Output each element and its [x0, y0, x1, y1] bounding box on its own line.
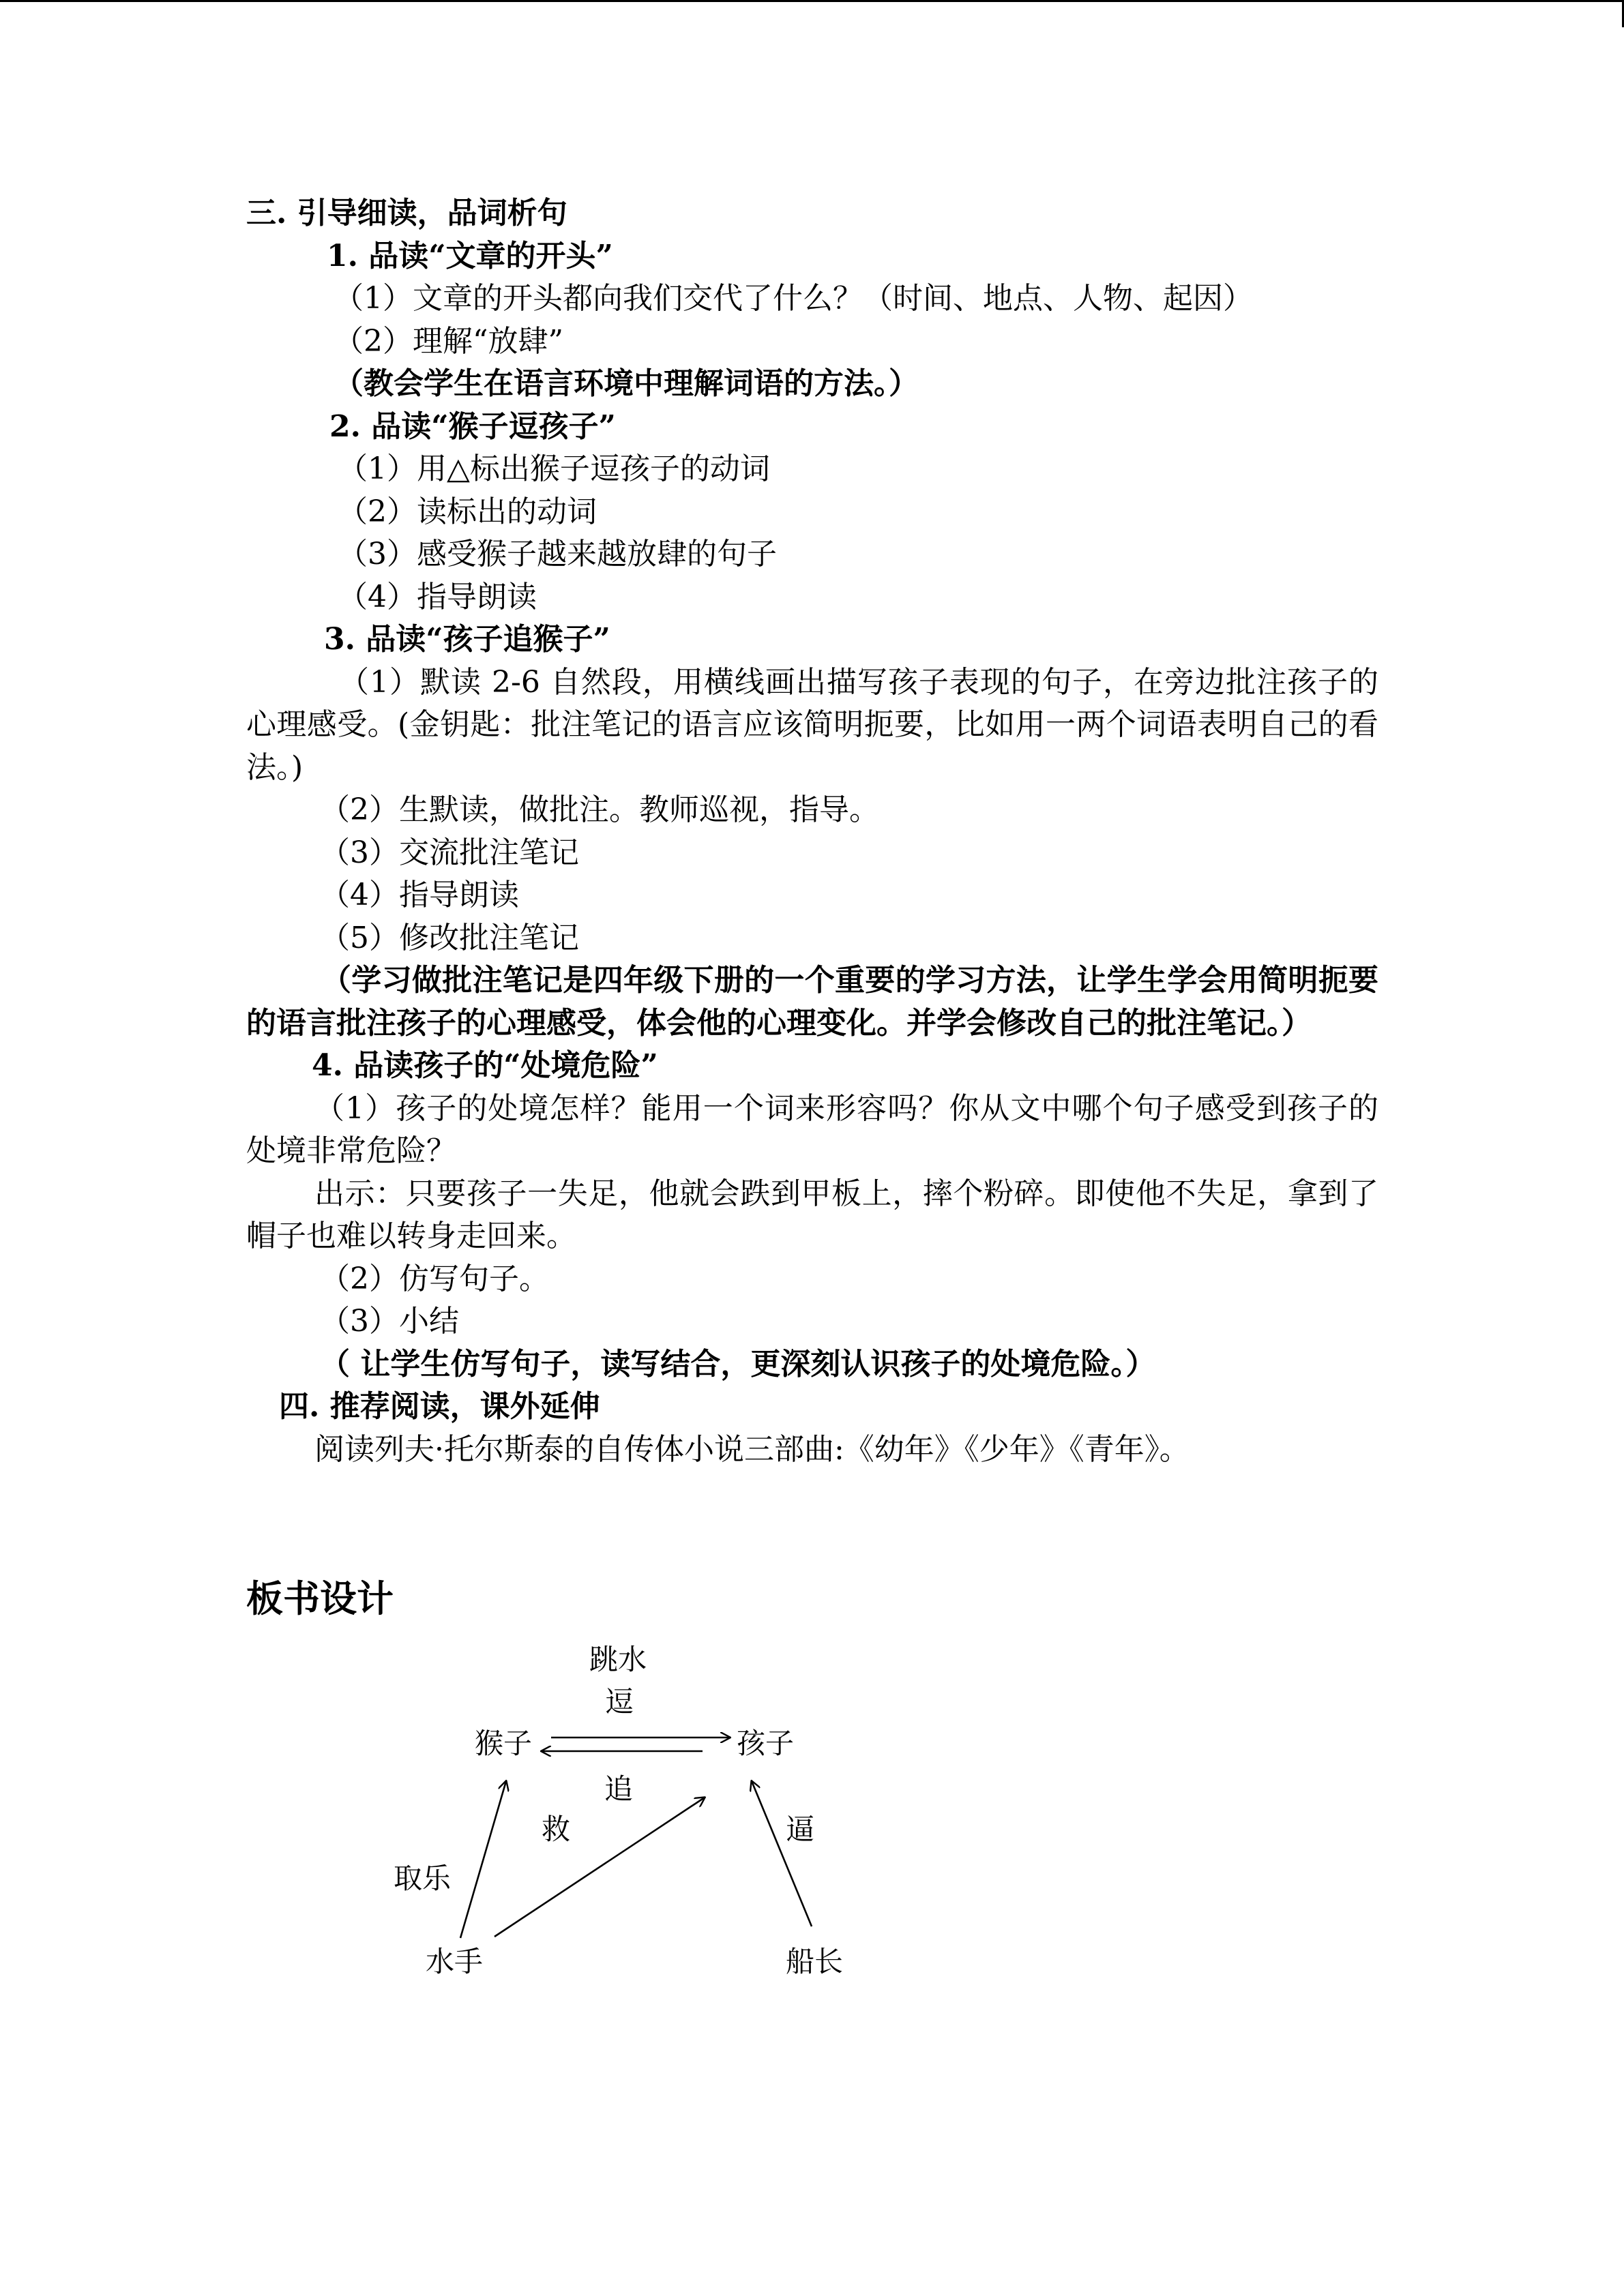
part4-note: （ 让学生仿写句子，读写结合，更深刻认识孩子的处境危险。）	[320, 1346, 1156, 1382]
label-monkey: 猴子	[475, 1727, 533, 1760]
part1-note: （教会学生在语言环境中理解词语的方法。）	[334, 366, 919, 401]
save-arrow	[494, 1798, 705, 1937]
part3-title: 3. 品读“孩子追猴子”	[324, 622, 610, 657]
part3-item-2: （2）生默读，做批注。教师巡视，指导。	[320, 792, 879, 827]
board-design-title: 板书设计	[246, 1577, 394, 1620]
part3-item-3: （3）交流批注笔记	[320, 835, 579, 870]
part4-item-2: （2）仿写句子。	[320, 1261, 549, 1296]
part1-title: 1. 品读“文章的开头”	[327, 238, 613, 273]
label-sailors: 水手	[426, 1945, 484, 1978]
force-arrow	[752, 1781, 815, 1926]
lesson-plan-body	[246, 192, 1378, 1471]
fun-arrow	[460, 1781, 506, 1938]
label-captain: 船长	[786, 1945, 844, 1978]
part2-item-2: （2）读标出的动词	[338, 494, 597, 529]
board-diagram	[368, 1637, 914, 1991]
label-jump: 跳水	[589, 1643, 647, 1676]
board-diagram-arrows	[368, 1637, 914, 1991]
part2-item-1: （1）用△标出猴子逗孩子的动词	[338, 451, 770, 486]
label-chase: 追	[604, 1772, 634, 1806]
label-fun: 取乐	[394, 1862, 452, 1895]
label-force: 逼	[786, 1813, 815, 1846]
label-child: 孩子	[737, 1727, 795, 1760]
label-save: 救	[542, 1813, 571, 1846]
part1-item-1: （1）文章的开头都向我们交代了什么？（时间、地点、人物、起因）	[334, 281, 1253, 316]
part4-item-3: （3）小结	[320, 1304, 459, 1339]
page-top-border	[0, 0, 1624, 2]
part2-item-4: （4）指导朗读	[338, 579, 537, 614]
section3-heading: 三. 引导细读，品词析句	[246, 196, 567, 230]
part3-note: （学习做批注笔记是四年级下册的一个重要的学习方法，让学生学会用简明扼要的语言批注孩子的心理感受，体会他的心理变化。并学会修改自己的批注笔记。）	[246, 963, 1378, 1041]
part2-title: 2. 品读“猴子逗孩子”	[329, 408, 616, 444]
part4-show: 出示：只要孩子一失足，他就会跌到甲板上，摔个粉碎。即使他不失足，拿到了帽子也难以转身走回来。	[246, 1176, 1378, 1253]
label-tease: 逗	[605, 1685, 634, 1718]
part1-item-2: （2）理解“放肆”	[334, 323, 563, 359]
part2-item-3: （3）感受猴子越来越放肆的句子	[338, 537, 777, 571]
part4-item-1: （1）孩子的处境怎样？能用一个词来形容吗？你从文中哪个句子感受到孩子的处境非常危险？	[246, 1090, 1378, 1168]
section4-text: 阅读列夫·托尔斯泰的自传体小说三部曲:《幼年》《少年》《青年》。	[314, 1431, 1190, 1467]
part3-item-4: （4）指导朗读	[320, 878, 519, 912]
part3-item-1: （1）默读 2-6 自然段，用横线画出描写孩子表现的句子，在旁边批注孩子的心理感受。(金钥匙：批注笔记的语言应该简明扼要，比如用一两个词语表明自己的看法。)	[246, 664, 1378, 785]
part3-item-5: （5）修改批注笔记	[320, 920, 579, 955]
section4-heading: 四. 推荐阅读，课外延伸	[279, 1389, 600, 1424]
part4-title: 4. 品读孩子的“处境危险”	[312, 1048, 658, 1083]
